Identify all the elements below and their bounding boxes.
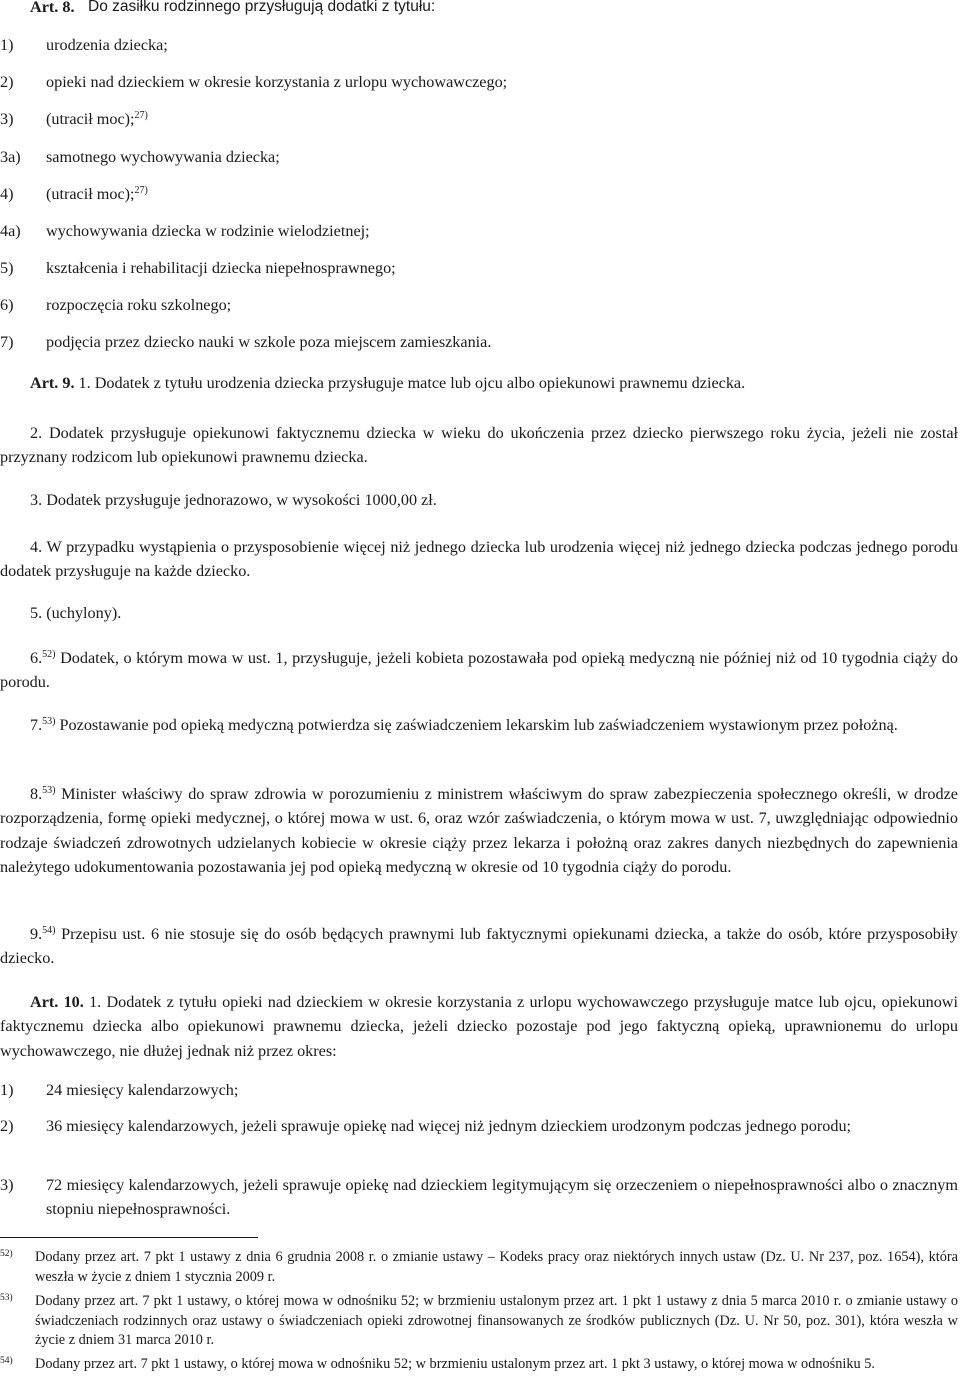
paragraph-number: 9. bbox=[30, 925, 43, 943]
footnote-ref: 53) bbox=[42, 785, 56, 796]
paragraph-text: Dodatek przysługuje opiekunowi faktycznemu dziecka w wieku do ukończenia przez dziecko pierwszego roku życia, jeżeli nie został przyznany rodzicom lub opiekunowi prawnemu dziecka. bbox=[0, 424, 959, 467]
paragraph-number: 4. bbox=[30, 538, 43, 556]
item-number: 2) bbox=[0, 1117, 14, 1135]
item-number: 3a) bbox=[0, 148, 21, 166]
art9-paragraph bbox=[0, 535, 958, 584]
art10-item bbox=[0, 1174, 958, 1221]
paragraph-text: W przypadku wystąpienia o przysposobienie więcej niż jednego dziecka lub urodzenia więcej niż jednego dziecka podczas jednego porodu dodatek przysługuje na każde dziecko. bbox=[0, 538, 958, 581]
item-number: 7) bbox=[0, 333, 14, 351]
item-text: samotnego wychowywania dziecka; bbox=[46, 148, 280, 166]
item-text: (utracił moc); bbox=[46, 185, 135, 203]
footnote-text: Dodany przez art. 7 pkt 1 ustawy z dnia 6 grudnia 2008 r. o zmianie ustawy – Kodeks pracy oraz niektórych innych ustaw (Dz. U. Nr 237, poz. 1654), która weszła w życie z dniem 1 stycznia 2009 r. bbox=[35, 1249, 958, 1285]
item-text: opieki nad dzieckiem w okresie korzystania z urlopu wychowawczego; bbox=[46, 73, 508, 91]
art9-paragraph bbox=[0, 421, 958, 470]
art9-paragraph bbox=[0, 601, 958, 625]
footnote-mark: 53) bbox=[0, 1293, 13, 1303]
article-heading: Art. 10. bbox=[30, 993, 84, 1011]
item-text: wychowywania dziecka w rodzinie wielodzietnej; bbox=[46, 222, 370, 240]
paragraph-text: Dodatek przysługuje jednorazowo, w wysokości 1000,00 zł. bbox=[46, 491, 437, 509]
item-text: urodzenia dziecka; bbox=[46, 36, 168, 54]
paragraph-number: 1. bbox=[78, 374, 91, 392]
footnote-ref: 27) bbox=[134, 110, 148, 121]
art8-heading: Art. 8. bbox=[30, 0, 75, 16]
article-heading: Art. 9. bbox=[30, 374, 75, 392]
item-text: rozpoczęcia roku szkolnego; bbox=[46, 296, 232, 314]
art10-item bbox=[0, 1115, 958, 1139]
footnote-divider bbox=[0, 1237, 258, 1238]
paragraph-number: 5. bbox=[30, 604, 43, 622]
footnote bbox=[0, 1248, 958, 1287]
item-number: 1) bbox=[0, 36, 14, 54]
paragraph-text: Dodatek z tytułu urodzenia dziecka przysługuje matce lub ojcu albo opiekunowi prawnemu dziecka. bbox=[94, 374, 746, 392]
paragraph-number: 3. bbox=[30, 491, 43, 509]
item-number: 1) bbox=[0, 1081, 14, 1099]
footnote bbox=[0, 1292, 958, 1351]
art9-paragraph bbox=[0, 646, 958, 695]
paragraph-number: 8. bbox=[30, 785, 43, 803]
paragraph-text: Pozostawanie pod opieką medyczną potwierdza się zaświadczeniem lekarskim lub zaświadczeniem wystawionym przez położną. bbox=[59, 716, 898, 734]
item-text: kształcenia i rehabilitacji dziecka niepełnosprawnego; bbox=[46, 259, 396, 277]
paragraph-number: 1. bbox=[89, 993, 102, 1011]
footnote-text: Dodany przez art. 7 pkt 1 ustawy, o której mowa w odnośniku 52; w brzmieniu ustalonym przez art. 1 pkt 1 ustawy z dnia 5 marca 2010 r. o zmianie ustawy o świadczeniach rodzinnych oraz ustawy o świadczeniach opieki zdrowotnej finansowanych ze środków publicznych (Dz. U. Nr 50, poz. 301), która weszła w życie z dniem 31 marca 2010 r. bbox=[35, 1293, 958, 1348]
paragraph-number: 2. bbox=[30, 424, 43, 442]
paragraph-text: Dodatek, o którym mowa w ust. 1, przysługuje, jeżeli kobieta pozostawała pod opieką medyczną nie później niż od 10 tygodnia ciąży do porodu. bbox=[0, 649, 958, 692]
footnote-ref: 54) bbox=[42, 925, 56, 936]
art9-paragraph bbox=[0, 488, 958, 512]
item-text: (utracił moc); bbox=[46, 110, 135, 128]
item-number: 5) bbox=[0, 259, 14, 277]
art9-paragraph bbox=[0, 782, 958, 879]
art8-intro: Do zasiłku rodzinnego przysługują dodatki z tytułu: bbox=[88, 0, 436, 15]
paragraph-text: Przepisu ust. 6 nie stosuje się do osób będących prawnymi lub faktycznymi opiekunami dziecka, a także do osób, które przysposobiły dziecko. bbox=[0, 925, 958, 968]
item-number: 6) bbox=[0, 296, 14, 314]
paragraph-text: Minister właściwy do spraw zdrowia w porozumieniu z ministrem właściwym do spraw zabezpieczenia społecznego określi, w drodze rozporządzenia, formę opieki medycznej, o której mowa w ust. 6, oraz wzór zaświadczenia, o którym mowa w ust. 7, uwzględniając odpowiednio rodzaje świadczeń zdrowotnych udzielanych kobiecie w okresie ciąży przez lekarza i położną oraz zakres danych niezbędnych do zapewnienia należytego udokumentowania pozostawania jej pod opieką medyczną w okresie od 10 tygodnia ciąży do porodu. bbox=[0, 785, 958, 876]
item-text: podjęcia przez dziecko nauki w szkole poza miejscem zamieszkania. bbox=[46, 333, 492, 351]
item-number: 2) bbox=[0, 73, 14, 91]
paragraph-number: 7. bbox=[30, 716, 43, 734]
paragraph-text: Dodatek z tytułu opieki nad dzieckiem w okresie korzystania z urlopu wychowawczego przysługuje matce lub ojcu, opiekunowi faktycznemu dziecka albo opiekunowi prawnemu dziecka, jeżeli dziecko pozostaje pod jego faktyczną opieką, uprawnionemu do urlopu wychowawczego, nie dłużej jednak niż przez okres: bbox=[0, 993, 958, 1060]
footnote-ref: 52) bbox=[42, 649, 56, 660]
item-text: 72 miesięcy kalendarzowych, jeżeli sprawuje opiekę nad dzieckiem legitymującym się orzeczeniem o niepełnosprawności albo o znacznym stopniu niepełnosprawności. bbox=[46, 1176, 958, 1218]
item-text: 36 miesięcy kalendarzowych, jeżeli sprawuje opiekę nad więcej niż jednym dzieckiem urodzonym podczas jednego porodu; bbox=[46, 1117, 852, 1135]
footnote-text: Dodany przez art. 7 pkt 1 ustawy, o której mowa w odnośniku 52; w brzmieniu ustalonym przez art. 1 pkt 3 ustawy, o której mowa w odnośniku 5. bbox=[35, 1356, 875, 1372]
art9-paragraph bbox=[0, 371, 958, 395]
item-number: 3) bbox=[0, 1176, 14, 1194]
item-text-with-ref bbox=[46, 182, 148, 206]
item-text: 24 miesięcy kalendarzowych; bbox=[46, 1081, 239, 1099]
footnote-mark: 52) bbox=[0, 1249, 13, 1259]
art10-paragraph bbox=[0, 990, 958, 1063]
footnote-mark: 54) bbox=[0, 1356, 13, 1366]
art9-paragraph bbox=[0, 922, 958, 971]
paragraph-text: (uchylony). bbox=[46, 604, 122, 622]
footnote-ref: 53) bbox=[42, 716, 56, 727]
paragraph-number: 6. bbox=[30, 649, 43, 667]
art9-paragraph bbox=[0, 713, 958, 737]
item-number: 4) bbox=[0, 185, 14, 203]
footnote-ref: 27) bbox=[134, 185, 148, 196]
item-number: 4a) bbox=[0, 222, 21, 240]
item-number: 3) bbox=[0, 110, 14, 128]
art10-item bbox=[0, 1079, 958, 1103]
item-text-with-ref bbox=[46, 107, 148, 131]
footnote bbox=[0, 1355, 958, 1375]
